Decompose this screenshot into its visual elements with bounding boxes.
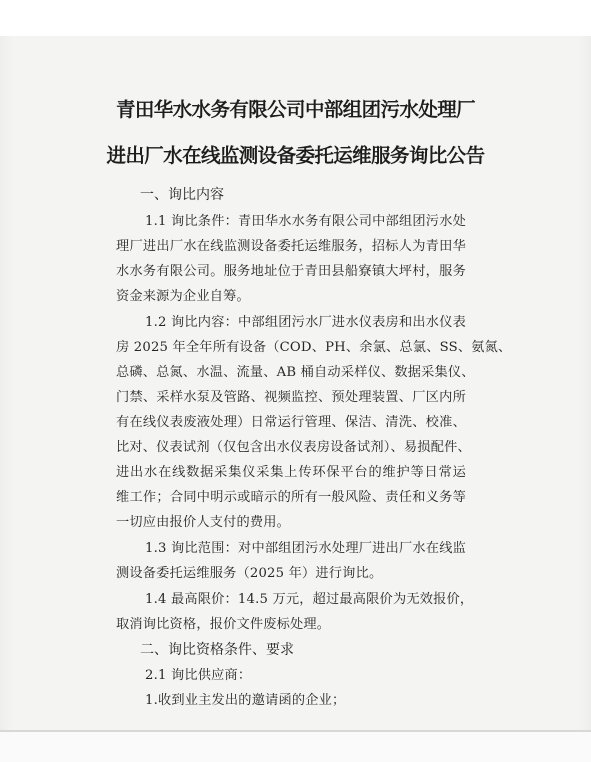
paragraph-1-2-line: 维工作；合同中明示或暗示的所有一般风险、责任和义务等 xyxy=(116,490,466,505)
section-heading-qualification: 二、询比资格条件、要求 xyxy=(140,642,294,658)
paragraph-1-2-line: 一切应由报价人支付的费用。 xyxy=(116,515,291,530)
paragraph-1-2-line: 门禁、采样水泵及管路、视频监控、预处理装置、厂区内所 xyxy=(116,390,466,405)
section-heading-inquiry-content: 一、询比内容 xyxy=(140,187,224,203)
paragraph-1-1-line: 1.1 询比条件：青田华水水务有限公司中部组团污水处 xyxy=(145,214,466,229)
paragraph-1-2-line: 总磷、总氮、水温、流量、AB 桶自动采样仪、数据采集仪、 xyxy=(116,365,475,380)
paragraph-1-1-line: 水水务有限公司。服务地址位于青田县船寮镇大坪村，服务 xyxy=(116,264,466,279)
paragraph-1-1-line: 理厂进出厂水在线监测设备委托运维服务，招标人为青田华 xyxy=(116,239,466,254)
scan-bottom-margin xyxy=(0,730,591,762)
paragraph-1-2-line: 房 2025 年全年所有设备（COD、PH、余氯、总氯、SS、氨氮、 xyxy=(116,340,512,355)
paragraph-2-1-item-1: 1.收到业主发出的邀请函的企业； xyxy=(145,693,346,708)
paragraph-1-3-line: 测设备委托运维服务（2025 年）进行询比。 xyxy=(116,566,383,581)
paragraph-1-4-line: 取消询比资格，报价文件废标处理。 xyxy=(116,617,331,632)
document-title-line-1: 青田华水水务有限公司中部组团污水处理厂 xyxy=(115,98,476,121)
paragraph-1-3-line: 1.3 询比范围：对中部组团污水处理厂进出厂水在线监 xyxy=(145,541,466,556)
paragraph-1-2-line: 进出水在线数据采集仪采集上传环保平台的维护等日常运 xyxy=(116,465,466,480)
paragraph-1-2-line: 比对、仪表试剂（仅包含出水仪表房设备试剂）、易损配件、 xyxy=(116,440,471,455)
paragraph-2-1: 2.1 询比供应商： xyxy=(145,668,252,683)
scan-top-margin xyxy=(0,0,591,36)
paragraph-1-1-line: 资金来源为企业自筹。 xyxy=(116,289,250,304)
paragraph-1-2-line: 有在线仪表废液处理）日常运行管理、保洁、清洗、校准、 xyxy=(116,415,466,430)
paragraph-1-4-line: 1.4 最高限价：14.5 万元，超过最高限价为无效报价， xyxy=(145,592,474,607)
paragraph-1-2-line: 1.2 询比内容：中部组团污水厂进水仪表房和出水仪表 xyxy=(145,315,466,330)
document-title-line-2: 进出厂水在线监测设备委托运维服务询比公告 xyxy=(106,144,485,167)
